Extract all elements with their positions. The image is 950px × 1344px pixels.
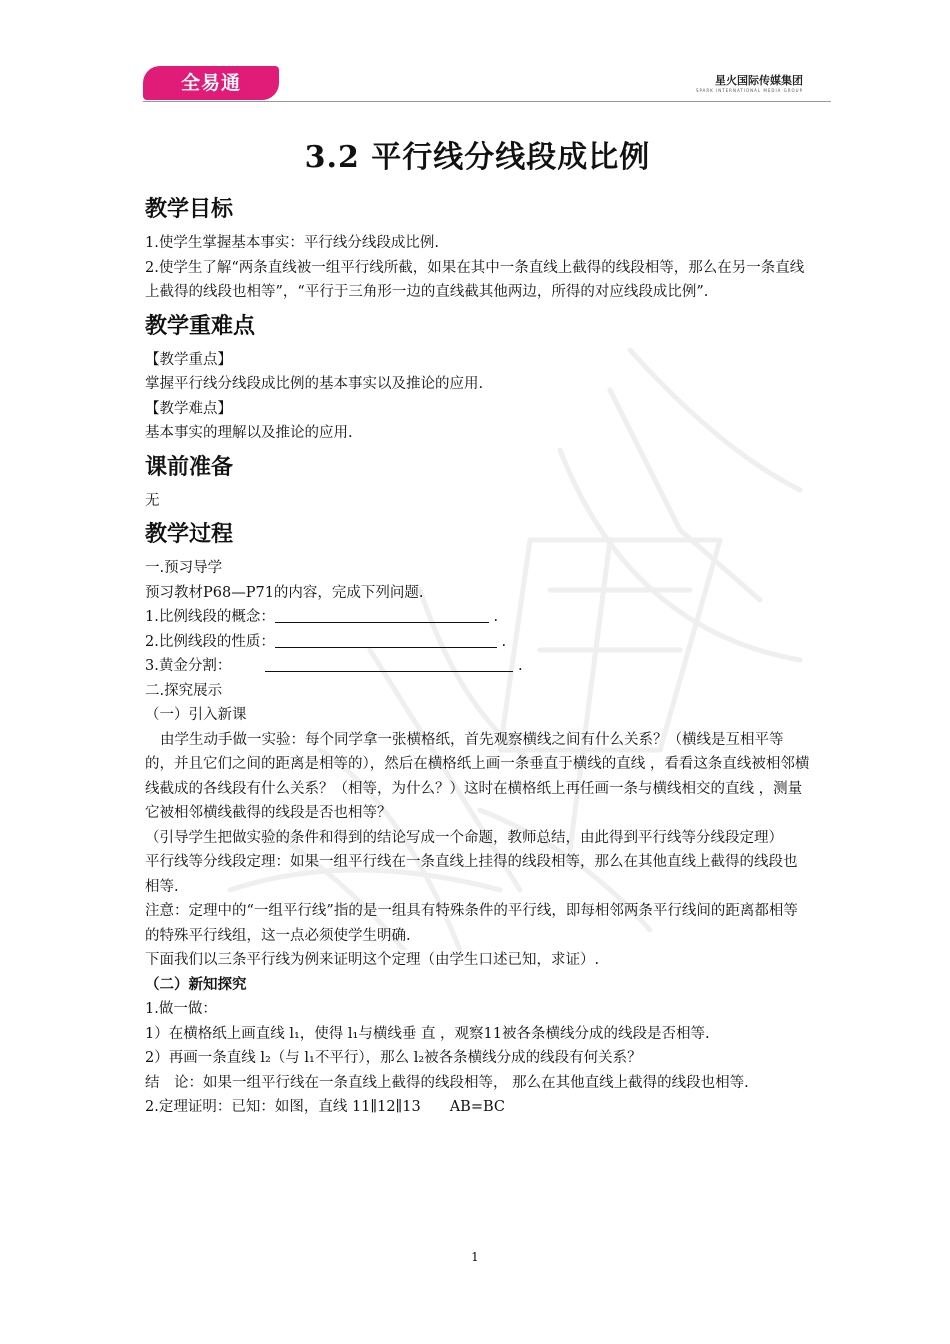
section-heading-process: 教学过程 xyxy=(145,522,234,547)
answer-blank-2 xyxy=(275,633,497,648)
publisher-name: 星火国际传媒集团 xyxy=(715,74,803,87)
page-header xyxy=(143,64,831,104)
theorem-paragraph: 平行线等分线段定理：如果一组平行线在一条直线上挂得的线段相等，那么在其他直线上截得的线段也相等. xyxy=(145,854,798,895)
activity-step-2: 2）再画一条直线 l₂（与 l₁不平行），那么 l₂被各条横线分成的线段有何关系？ xyxy=(145,1050,642,1066)
activity-step-1: 1）在横格纸上画直线 l₁，使得 l₁与横线垂 直 ，观察11被各条横线分成的线段是否相等. xyxy=(145,1025,710,1042)
header-divider xyxy=(143,101,831,102)
focus-label: 【教学重点】 xyxy=(145,351,232,368)
note-paragraph: 注意：定理中的“一组平行线”指的是一组具有特殊条件的平行线，即每相邻两条平行线间的距离都相等的特殊平行线组，这一点必须使学生明确. xyxy=(145,903,798,944)
page-title: 3.2 平行线分线段成比例 xyxy=(304,140,651,175)
activity-label: 1.做一做： xyxy=(145,1001,217,1017)
experiment-paragraph: 由学生动手做一实验：每个同学拿一张横格纸，首先观察横线之间有什么关系？（横线是互相平等的，并且它们之间的距离是相等的），然后在横格纸上画一条垂直于横线的直线 ，看看这条直线被相邻横线截成的各线段有什么关系？（相等，为什么？）这时在横格纸上再任画一条与横线相交的直线 ，测量它被相邻横线截得的线段是否也相等？ xyxy=(145,731,810,821)
difficulty-text: 基本事实的理解以及推论的应用. xyxy=(145,425,353,441)
section-heading-goals: 教学目标 xyxy=(145,197,234,222)
question-2-label: 2.比例线段的性质： xyxy=(145,633,275,650)
answer-blank-3 xyxy=(265,657,513,672)
question-1-dot: . xyxy=(493,609,499,625)
theorem-proof-line: 2.定理证明：已知：如图，直线 11∥12∥13 AB=BC xyxy=(145,1099,505,1115)
part2-heading: 二.探究展示 xyxy=(145,682,223,699)
section-heading-key-points: 教学重难点 xyxy=(145,313,256,339)
subsection-intro: （一）引入新课 xyxy=(145,707,247,723)
question-2-dot: . xyxy=(501,633,507,650)
goal-item-1: 1.使学生掌握基本事实：平行线分线段成比例. xyxy=(145,235,439,251)
part1-heading: 一.预习导学 xyxy=(145,560,223,576)
difficulty-label: 【教学难点】 xyxy=(145,400,232,417)
page-number: 1 xyxy=(471,1250,479,1264)
goal-item-2: 2.使学生了解“两条直线被一组平行线所截，如果在其中一条直线上截得的线段相等，那么在另一条直线上截得的线段也相等”，“平行于三角形一边的直线截其他两边，所得的对应线段成比例”. xyxy=(145,259,805,300)
brand-block xyxy=(696,72,803,93)
question-3-dot: . xyxy=(517,658,523,674)
document-body xyxy=(145,132,810,1120)
question-1-label: 1.比例线段的概念： xyxy=(145,609,275,625)
subsection-new-knowledge: （二）新知探究 xyxy=(145,975,247,993)
conclusion-paragraph: 结 论：如果一组平行线在一条直线上截得的线段相等， 那么在其他直线上截得的线段也相等. xyxy=(145,1074,749,1091)
question-3 xyxy=(145,654,810,679)
proof-intro-paragraph: 下面我们以三条平行线为例来证明这个定理（由学生口述已知，求证）. xyxy=(145,952,600,968)
preview-instruction: 预习教材P68—P71的内容，完成下列问题. xyxy=(145,584,424,601)
quanyitong-logo: 全易通 xyxy=(143,66,279,100)
answer-blank-1 xyxy=(275,608,489,623)
question-3-label: 3.黄金分割： xyxy=(145,658,232,674)
guidance-paragraph: （引导学生把做实验的条件和得到的结论写成一个命题，教师总结，由此得到平行线等分线段定理） xyxy=(145,829,783,846)
prep-text: 无 xyxy=(145,492,160,509)
question-2 xyxy=(145,630,810,655)
publisher-english-name: SPARK INTERNATIONAL MEDIA GROUP xyxy=(695,88,803,93)
section-heading-prep: 课前准备 xyxy=(145,454,234,480)
question-1 xyxy=(145,605,810,630)
focus-text: 掌握平行线分线段成比例的基本事实以及推论的应用. xyxy=(145,376,484,392)
